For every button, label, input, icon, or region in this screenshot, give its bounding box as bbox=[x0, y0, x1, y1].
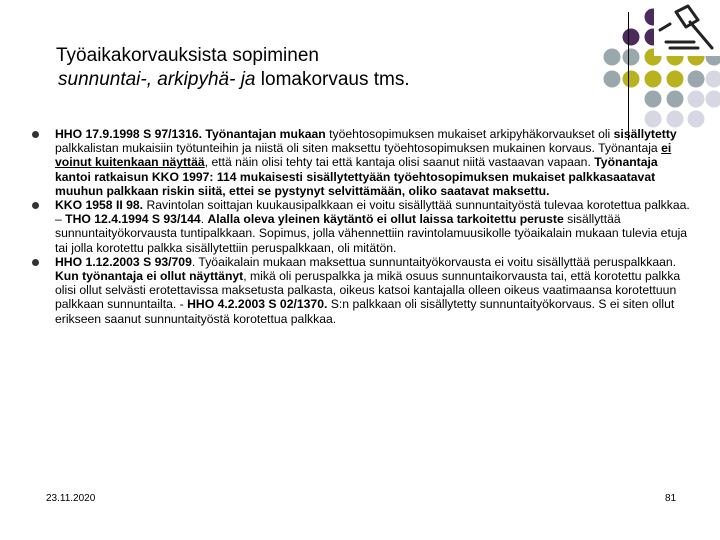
list-item-text: . bbox=[200, 212, 208, 227]
list-item-text: . Työaikalain mukaan maksettua sunnuntaityökorvausta ei voitu sisällyttää peruspalkkaan. bbox=[191, 254, 677, 269]
decorative-dot bbox=[667, 71, 684, 88]
bullet-icon bbox=[32, 131, 39, 138]
decorative-dot bbox=[604, 49, 621, 66]
list-item-text: THO 12.4.1994 S 93/144 bbox=[65, 212, 201, 227]
decorative-dot bbox=[604, 71, 621, 88]
decorative-dot bbox=[688, 71, 705, 88]
list-item-text: Kun työnantaja ei ollut näyttänyt bbox=[55, 269, 244, 284]
list-item-text: , mikä oli peruspalkka ja mikä osuus sunnuntaikorvausta tai, että korotettu palkka olisi ollut selvästi erotettavissa maksetusta palkasta, oikeus katsoi kantajalla olleen oikeus vaatimaansa korotettuun palkkaan sunnuntailta. - bbox=[55, 269, 681, 312]
list-item-text: , että näin olisi tehty tai että kantaja olisi saanut niitä vastaavan vapaan. bbox=[204, 155, 595, 170]
decorative-dot bbox=[645, 91, 662, 108]
decorative-dot bbox=[688, 91, 705, 108]
list-item-text: työehtosopimuksen mukaiset arkipyhäkorvaukset oli bbox=[325, 127, 614, 141]
decorative-dot bbox=[623, 49, 640, 66]
title-line-1: Työaikakorvauksista sopiminen bbox=[56, 45, 319, 66]
decorative-dot bbox=[688, 111, 705, 128]
bullet-icon bbox=[32, 259, 39, 266]
decorative-dot bbox=[706, 91, 720, 108]
footer-page-number: 81 bbox=[665, 493, 677, 504]
decorative-divider-line bbox=[628, 12, 629, 140]
list-item-text: sisällytetty bbox=[613, 127, 677, 141]
footer-date: 23.11.2020 bbox=[46, 493, 96, 504]
bullet-icon bbox=[32, 202, 39, 209]
decorative-dot bbox=[667, 111, 684, 128]
decorative-dot bbox=[623, 29, 640, 46]
decorative-dot bbox=[706, 71, 720, 88]
list-item-text: KKO 1958 II 98. bbox=[55, 198, 144, 213]
list-item-text: palkkalistan mukaisiin työtunteihin ja niistä oli siten maksettu työehtosopimuksen mukainen korvaus. Työnantaja bbox=[55, 141, 662, 156]
title-line-2-rest: lomakorvaus tms. bbox=[255, 69, 410, 90]
list-item-text: HHO 17.9.1998 S 97/1316. Työnantajan mukaan bbox=[55, 127, 326, 141]
decorative-dot bbox=[645, 111, 662, 128]
list-item-text: sisällyttää sunnuntaityökorvausta tuntipalkkaan. Sopimus, jolla vähennettiin ravintolamuusikolle työaikalain mukaan tulevia etuja tai jolla korotettu palkka sisällytettiin peruspalkkaan, oli mitätön. bbox=[55, 212, 688, 255]
bullet-list bbox=[32, 127, 692, 326]
bullet-list-content bbox=[32, 127, 692, 326]
decorative-dot bbox=[667, 91, 684, 108]
list-item-text: Työnantaja kantoi ratkaisun KKO 1997: 114 mukaisesti sisällytettyään työehtosopimuksen mukaiset palkkasaatavat muuhun palkkaan riskin siitä, ettei se pystynyt selvittämään, oliko saatavat maksettu. bbox=[55, 155, 658, 198]
slide-title bbox=[56, 44, 410, 92]
title-line-2 bbox=[56, 68, 410, 92]
list-item-text: HHO 4.2.2003 S 02/1370. bbox=[187, 297, 328, 312]
list-item-text: ei voinut kuitenkaan näyttää bbox=[55, 141, 672, 170]
list-item-text: Alalla oleva yleinen käytäntö ei ollut laissa tarkoitettu peruste bbox=[207, 212, 564, 227]
gavel-icon bbox=[654, 2, 720, 56]
decorative-dot bbox=[623, 71, 640, 88]
decorative-dot bbox=[645, 71, 662, 88]
list-item-text: HHO 1.12.2003 S 93/709 bbox=[55, 254, 192, 269]
list-item-text: S:n palkkaan oli sisällytetty sunnuntaityökorvaus. S ei siten ollut erikseen saanut sunnuntaityöstä korotettua palkkaa. bbox=[55, 297, 675, 326]
list-item bbox=[32, 255, 692, 326]
list-item-text: Ravintolan soittajan kuukausipalkkaan ei voitu sisällyttää sunnuntaityöstä tulevaa korotettua palkkaa. – bbox=[55, 198, 690, 227]
list-item bbox=[32, 198, 692, 255]
list-item bbox=[32, 127, 692, 198]
title-line-2-italic: sunnuntai-, arkipyhä- ja bbox=[58, 69, 256, 90]
